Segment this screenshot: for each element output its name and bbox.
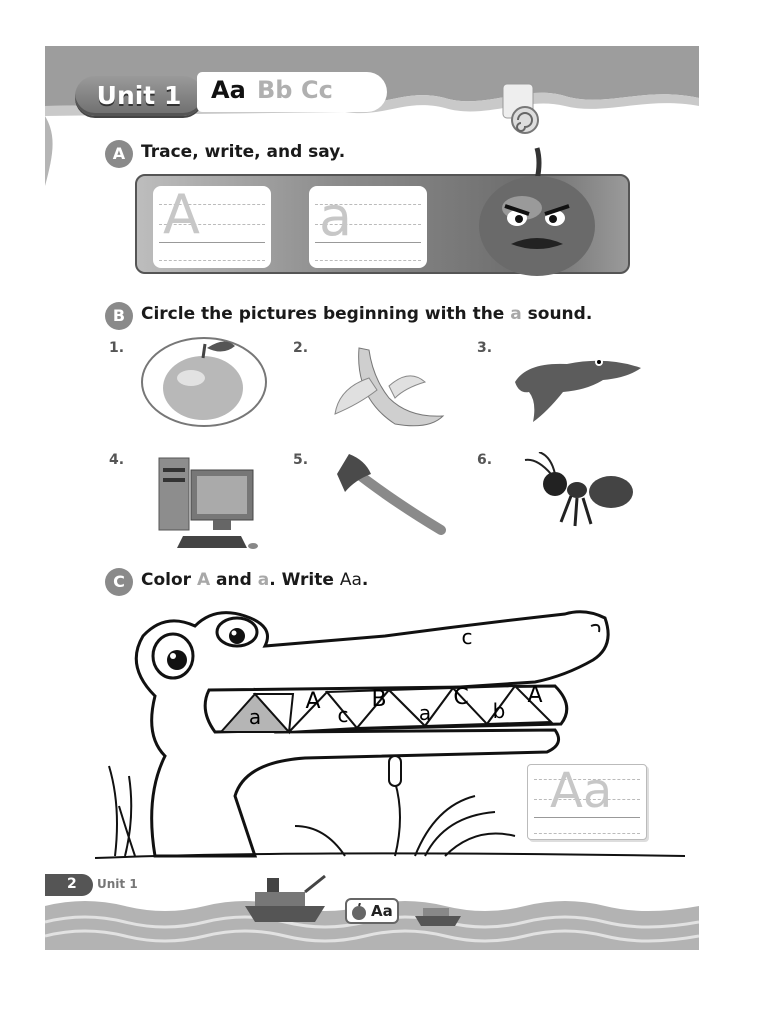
banana-picture[interactable] (329, 338, 449, 434)
section-b-badge: B (105, 302, 133, 330)
apple-icon (350, 903, 368, 921)
alligator-picture[interactable] (507, 342, 647, 428)
page-number: 2 (67, 876, 77, 892)
trace-rule (159, 260, 265, 261)
computer-picture[interactable] (153, 454, 263, 554)
tooth-letter: a (248, 705, 262, 729)
instruction-highlight: a (510, 304, 522, 324)
boat-icon (245, 872, 335, 932)
instruction-text: and (210, 570, 258, 590)
tooth-letter: B (371, 687, 387, 712)
section-a-instruction: Trace, write, and say. (141, 142, 346, 162)
write-box[interactable] (527, 764, 647, 840)
trace-box (135, 174, 630, 274)
instruction-text: . (361, 570, 369, 590)
small-boat-icon (415, 904, 465, 928)
tooth-letter: A (305, 689, 321, 714)
write-box-trace-text: Aa (550, 763, 613, 819)
trace-rule (315, 260, 421, 261)
instruction-highlight: a (257, 570, 270, 590)
trace-card-lowercase[interactable] (309, 186, 427, 268)
footer-unit-label: Unit 1 (97, 877, 138, 891)
unit-badge-label: Unit 1 (96, 81, 182, 110)
tooth-letter: A (527, 683, 543, 708)
instruction-text: Color (141, 570, 197, 590)
section-b-instruction (141, 304, 592, 324)
section-c-badge: C (105, 568, 133, 596)
axe-picture[interactable] (331, 450, 451, 540)
instruction-text: Aa (339, 570, 362, 590)
trace-card-uppercase[interactable] (153, 186, 271, 268)
angry-apple-icon (467, 146, 607, 276)
write-rule (534, 833, 640, 834)
trace-letter-uppercase: A (163, 186, 200, 246)
tooth-letter: C (453, 685, 469, 710)
footer-apple-tag (345, 898, 399, 924)
item-number-6: 6. (477, 452, 493, 468)
item-number-2: 2. (293, 340, 309, 356)
instruction-text: . Write (269, 570, 340, 590)
letters-tab-bb: Bb (257, 76, 293, 104)
item-number-1: 1. (109, 340, 125, 356)
letters-tab-cc: Cc (301, 76, 333, 104)
tooth-letter: c (337, 703, 349, 727)
ant-picture[interactable] (521, 452, 641, 538)
workbook-page (45, 46, 699, 950)
snout-letter: c (461, 625, 473, 649)
instruction-text: Circle the pictures beginning with the (141, 304, 511, 324)
footer-tag-label: Aa (371, 902, 393, 920)
scroll-icon (497, 76, 547, 136)
letters-tab-aa: Aa (211, 76, 246, 104)
tooth-letter: b (492, 699, 506, 723)
tooth-letter: a (418, 701, 432, 725)
item-number-3: 3. (477, 340, 493, 356)
unit-badge (75, 76, 203, 116)
section-c-instruction (141, 570, 368, 590)
item-number-4: 4. (109, 452, 125, 468)
section-a-badge: A (105, 140, 133, 168)
letters-tab (197, 72, 387, 112)
trace-letter-lowercase: a (319, 186, 353, 248)
apple-picture[interactable] (139, 334, 269, 430)
item-number-5: 5. (293, 452, 309, 468)
instruction-text: sound. (521, 304, 593, 324)
instruction-highlight: A (196, 570, 211, 590)
